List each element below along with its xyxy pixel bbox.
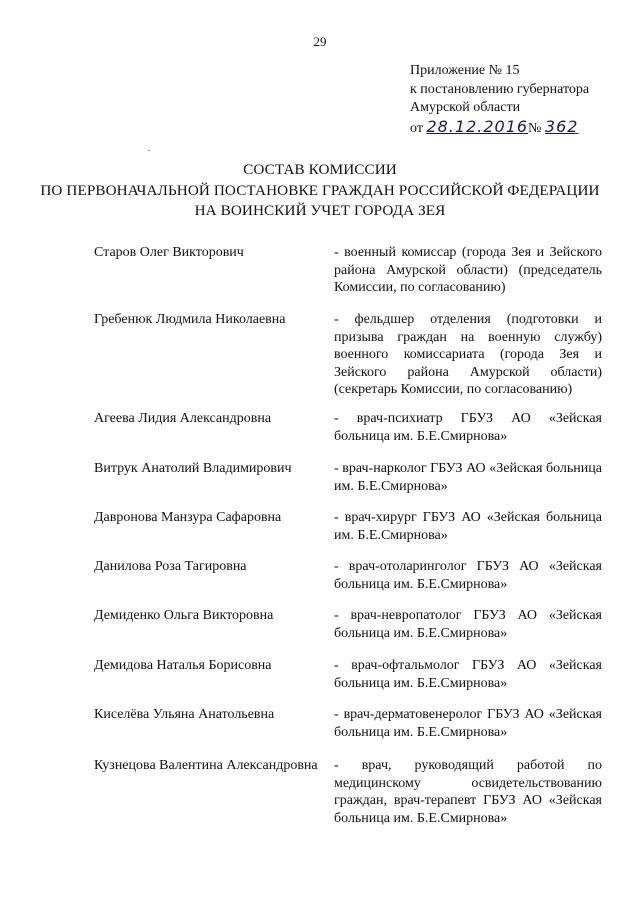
- appendix-line: Приложение № 15: [410, 63, 520, 78]
- member-name: Давронова Манзура Сафаровна: [94, 510, 282, 525]
- document-title: [0, 160, 640, 222]
- member-role: - военный комиссар (города Зея и Зейского района Амурской области) (председатель Комиссии, по согласованию): [334, 245, 602, 295]
- page-number: 29: [313, 34, 327, 49]
- title-line: ПО ПЕРВОНАЧАЛЬНОЙ ПОСТАНОВКЕ ГРАЖДАН РОССИЙСКОЙ ФЕДЕРАЦИИ: [40, 181, 600, 199]
- member-role: - врач, руководящий работой по медицинскому освидетельствованию граждан, врач-терапевт ГБУЗ АО «Зейская больница им. Б.Е.Смирнова»: [334, 758, 602, 826]
- member-role: - врач-нарколог ГБУЗ АО «Зейская больница им. Б.Е.Смирнова»: [334, 461, 602, 494]
- member-role: - врач-отоларинголог ГБУЗ АО «Зейская больница им. Б.Е.Смирнова»: [334, 559, 602, 592]
- handwritten-date: 28.12.2016: [426, 116, 529, 136]
- member-name: Данилова Роза Тагировна: [94, 559, 247, 574]
- member-role: - фельдшер отделения (подготовки и призыва граждан на военную службу) военного комиссариата (города Зея и Зейского района Амурской области) (секретарь Комиссии, по согласованию): [334, 312, 602, 397]
- member-name: Кузнецова Валентина Александровна: [94, 758, 318, 773]
- member-role: - врач-невропатолог ГБУЗ АО «Зейская больница им. Б.Е.Смирнова»: [334, 608, 602, 641]
- scan-speck: [148, 150, 150, 151]
- member-name: Гребенюк Людмила Николаевна: [94, 312, 286, 327]
- member-name: Старов Олег Викторович: [94, 245, 244, 260]
- appendix-block: [410, 62, 589, 138]
- member-name: Киселёва Ульяна Анатольевна: [94, 707, 275, 722]
- member-role: - врач-дерматовенеролог ГБУЗ АО «Зейская больница им. Б.Е.Смирнова»: [334, 707, 602, 740]
- member-role: - врач-офтальмолог ГБУЗ АО «Зейская больница им. Б.Е.Смирнова»: [334, 658, 602, 691]
- member-name: Витрук Анатолий Владимирович: [94, 461, 292, 476]
- member-role: - врач-психиатр ГБУЗ АО «Зейская больница им. Б.Е.Смирнова»: [334, 411, 602, 444]
- member-name: Агеева Лидия Александровна: [94, 411, 272, 426]
- appendix-line: к постановлению губернатора: [410, 81, 590, 97]
- title-line: НА ВОИНСКИЙ УЧЕТ ГОРОДА ЗЕЯ: [194, 202, 446, 219]
- date-prefix: от: [410, 120, 423, 136]
- member-role: - врач-хирург ГБУЗ АО «Зейская больница им. Б.Е.Смирнова»: [334, 510, 602, 543]
- appendix-date-line: [410, 118, 589, 139]
- member-name: Демидова Наталья Борисовна: [94, 658, 272, 673]
- appendix-line: Амурской области: [410, 100, 521, 115]
- number-prefix: №: [528, 120, 542, 136]
- title-line: СОСТАВ КОМИССИИ: [243, 161, 397, 178]
- member-name: Демиденко Ольга Викторовна: [94, 608, 274, 623]
- handwritten-number: 362: [544, 116, 579, 136]
